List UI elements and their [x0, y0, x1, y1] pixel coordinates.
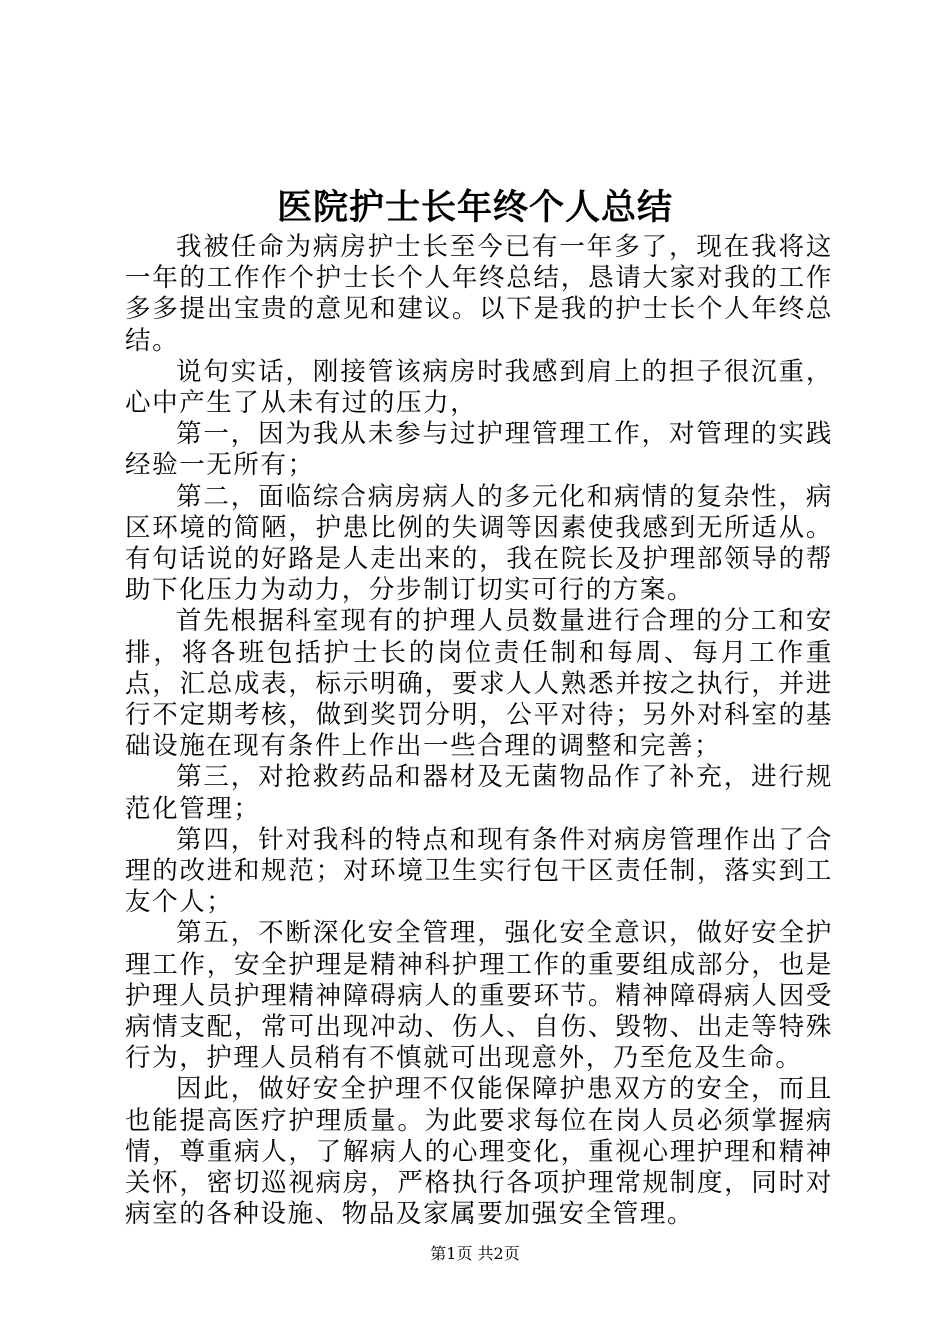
document-body [125, 232, 833, 1231]
page-number-label: 第1页 共2页 [430, 1244, 520, 1263]
paragraph: 第一，因为我从未参与过护理管理工作，对管理的实践经验一无所有； [125, 419, 833, 481]
page-footer [0, 1243, 950, 1265]
document-title: 医院护士长年终个人总结 [276, 187, 673, 228]
paragraph: 我被任命为病房护士长至今已有一年多了，现在我将这一年的工作作个护士长个人年终总结，恳请大家对我的工作多多提出宝贵的意见和建议。以下是我的护士长个人年终总结。 [125, 232, 833, 356]
paragraph: 首先根据科室现有的护理人员数量进行合理的分工和安排，将各班包括护士长的岗位责任制和每周、每月工作重点，汇总成表，标示明确，要求人人熟悉并按之执行，并进行不定期考核，做到奖罚分明，公平对待；另外对科室的基础设施在现有条件上作出一些合理的调整和完善； [125, 606, 833, 762]
paragraph: 第五，不断深化安全管理，强化安全意识，做好安全护理工作，安全护理是精神科护理工作的重要组成部分，也是护理人员护理精神障碍病人的重要环节。精神障碍病人因受病情支配，常可出现冲动、伤人、自伤、毁物、出走等特殊行为，护理人员稍有不慎就可出现意外，乃至危及生命。 [125, 918, 833, 1074]
paragraph: 说句实话，刚接管该病房时我感到肩上的担子很沉重，心中产生了从未有过的压力， [125, 356, 833, 419]
paragraph: 因此，做好安全护理不仅能保障护患双方的安全，而且也能提高医疗护理质量。为此要求每位在岗人员必须掌握病情，尊重病人，了解病人的心理变化，重视心理护理和精神关怀，密切巡视病房，严格执行各项护理常规制度，同时对病室的各种设施、物品及家属要加强安全管理。 [125, 1074, 833, 1230]
paragraph: 第三，对抢救药品和器材及无菌物品作了补充，进行规范化管理； [125, 762, 833, 824]
paragraph: 第二，面临综合病房病人的多元化和病情的复杂性，病区环境的简陋，护患比例的失调等因素使我感到无所适从。有句话说的好路是人走出来的，我在院长及护理部领导的帮助下化压力为动力，分步制订切实可行的方案。 [125, 481, 833, 606]
paragraph: 第四，针对我科的特点和现有条件对病房管理作出了合理的改进和规范；对环境卫生实行包干区责任制，落实到工友个人； [125, 824, 833, 918]
